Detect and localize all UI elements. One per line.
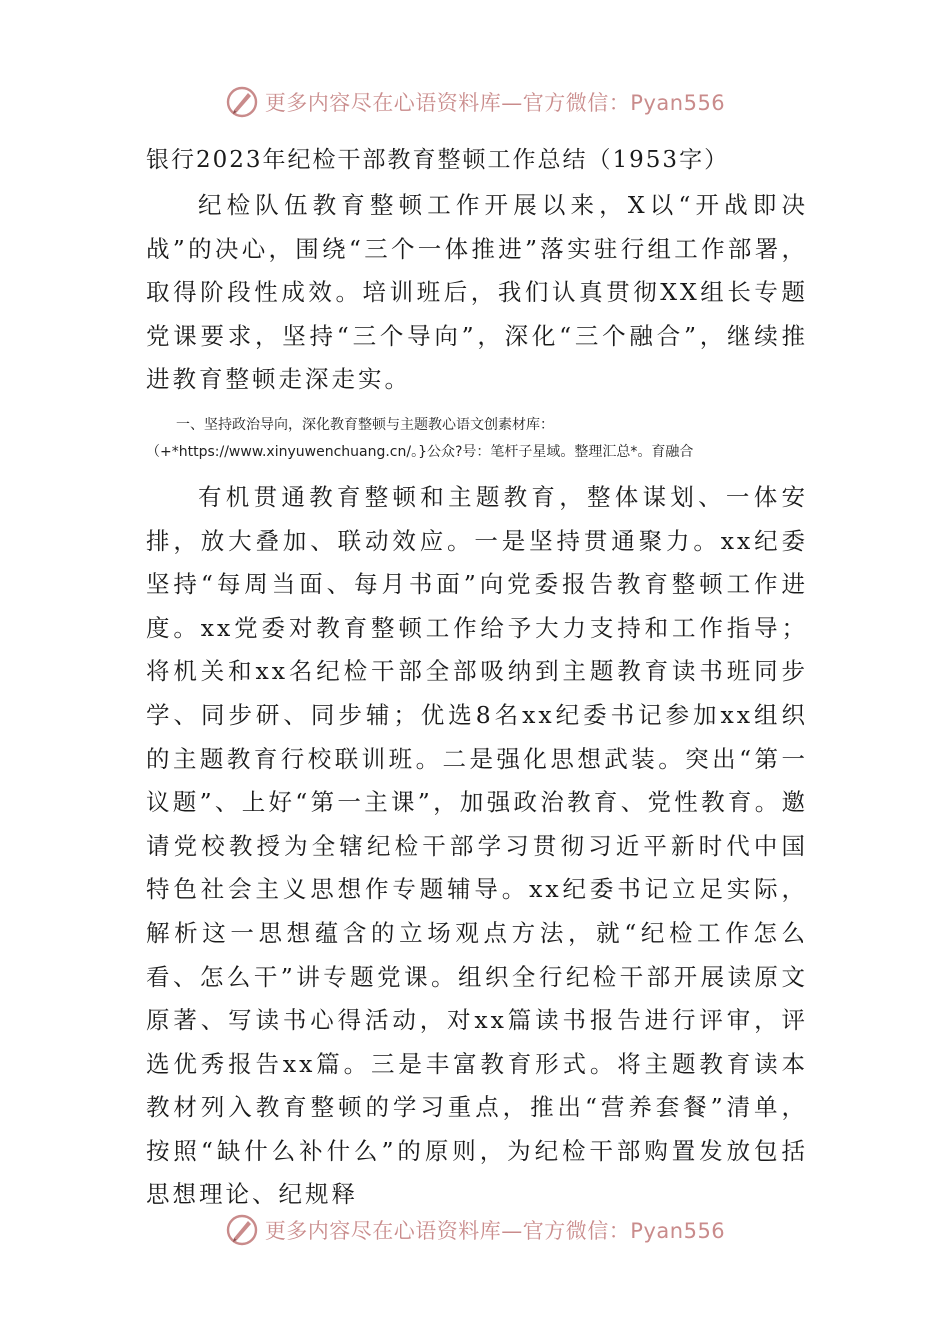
pen-logo-icon	[225, 1213, 259, 1247]
section-heading: 一、坚持政治导向，深化教育整顿与主题教心语文创素材库：（+*https://www.xinyuwenchuang.cn/。}公众?号：笔杆子星域。整理汇总*。育融合	[146, 416, 694, 460]
watermark-text: 更多内容尽在心语资料库—官方微信：Pyan556	[264, 1219, 726, 1243]
header-watermark-banner	[0, 80, 950, 124]
document-title: 银行2023年纪检干部教育整顿工作总结（1953字）	[146, 147, 730, 173]
intro-paragraph: 纪检队伍教育整顿工作开展以来，X以“开战即决战”的决心，围绕“三个一体推进”落实驻行组工作部署，取得阶段性成效。培训班后，我们认真贯彻XX组长专题党课要求，坚持“三个导向”，深化“三个融合”，继续推进教育整顿走深走实。	[146, 191, 808, 394]
section-body-paragraph: 有机贯通教育整顿和主题教育，整体谋划、一体安排，放大叠加、联动效应。一是坚持贯通聚力。xx纪委坚持“每周当面、每月书面”向党委报告教育整顿工作进度。xx党委对教育整顿工作给予大力支持和工作指导；将机关和xx名纪检干部全部吸纳到主题教育读书班同步学、同步研、同步辅；优选8名xx纪委书记参加xx组织的主题教育行校联训班。二是强化思想武装。突出“第一议题”、上好“第一主课”，加强政治教育、党性教育。邀请党校教授为全辖纪检干部学习贯彻习近平新时代中国特色社会主义思想作专题辅导。xx纪委书记立足实际，解析这一思想蕴含的立场观点方法，就“纪检工作怎么看、怎么干”讲专题党课。组织全行纪检干部开展读原文原著、写读书心得活动，对xx篇读书报告进行评审，评选优秀报告xx篇。三是丰富教育形式。将主题教育读本教材列入教育整顿的学习重点，推出“营养套餐”清单，按照“缺什么补什么”的原则，为纪检干部购置发放包括思想理论、纪规释	[146, 482, 808, 1209]
pen-logo-icon	[225, 85, 259, 119]
footer-watermark-banner	[0, 1208, 950, 1252]
watermark-text: 更多内容尽在心语资料库—官方微信：Pyan556	[264, 91, 726, 115]
document-body	[146, 140, 808, 1217]
